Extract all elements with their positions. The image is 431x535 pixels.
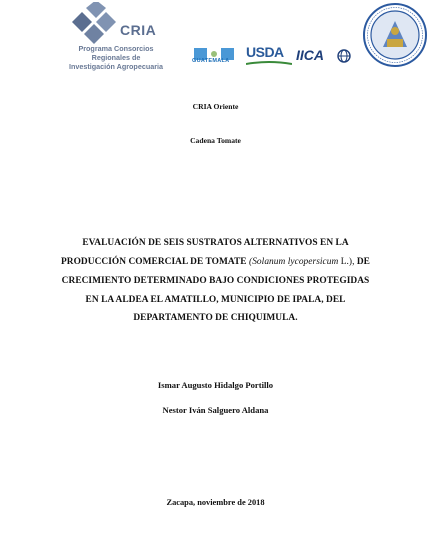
office-name: CRIA Oriente [192,102,239,111]
cria-wordmark: CRIA [120,22,157,38]
cria-subtitle-line: Regionales de [91,53,141,62]
title-line: EN LA ALDEA EL AMATILLO, MUNICIPIO DE IPALA, DEL [85,295,346,305]
title-line: EVALUACIÓN DE SEIS SUSTRATOS ALTERNATIVOS EN LA [82,238,349,248]
cria-subtitle-line: Programa Consorcios [78,44,154,53]
title-line: DEPARTAMENTO DE CHIQUIMULA. [133,313,298,323]
guatemala-label: GUATEMALA [192,58,230,64]
title-text: PRODUCCIÓN COMERCIAL DE TOMATE [60,257,250,267]
species-author: L.), [338,257,355,267]
title-text: DE [354,257,370,267]
cria-subtitle-line: Investigación Agropecuaria [69,62,163,71]
globe-icon [337,49,351,63]
iica-logo: IICA [296,47,324,63]
value-chain: Cadena Tomate [190,136,241,145]
usda-logo: USDA [246,44,284,60]
title-line [0,257,431,267]
header-logos [0,0,431,90]
cria-subtitle [56,44,176,71]
species-name: (Solanum lycopersicum [249,257,339,267]
university-seal-icon [363,3,427,67]
author-name: Ismar Augusto Hidalgo Portillo [157,380,274,390]
usda-swoosh-icon [246,60,292,66]
place-date: Zacapa, noviembre de 2018 [166,498,265,507]
title-line: CRECIMIENTO DETERMINADO BAJO CONDICIONES PROTEGIDAS [61,276,370,286]
author-name: Nestor Iván Salguero Aldana [162,405,269,415]
